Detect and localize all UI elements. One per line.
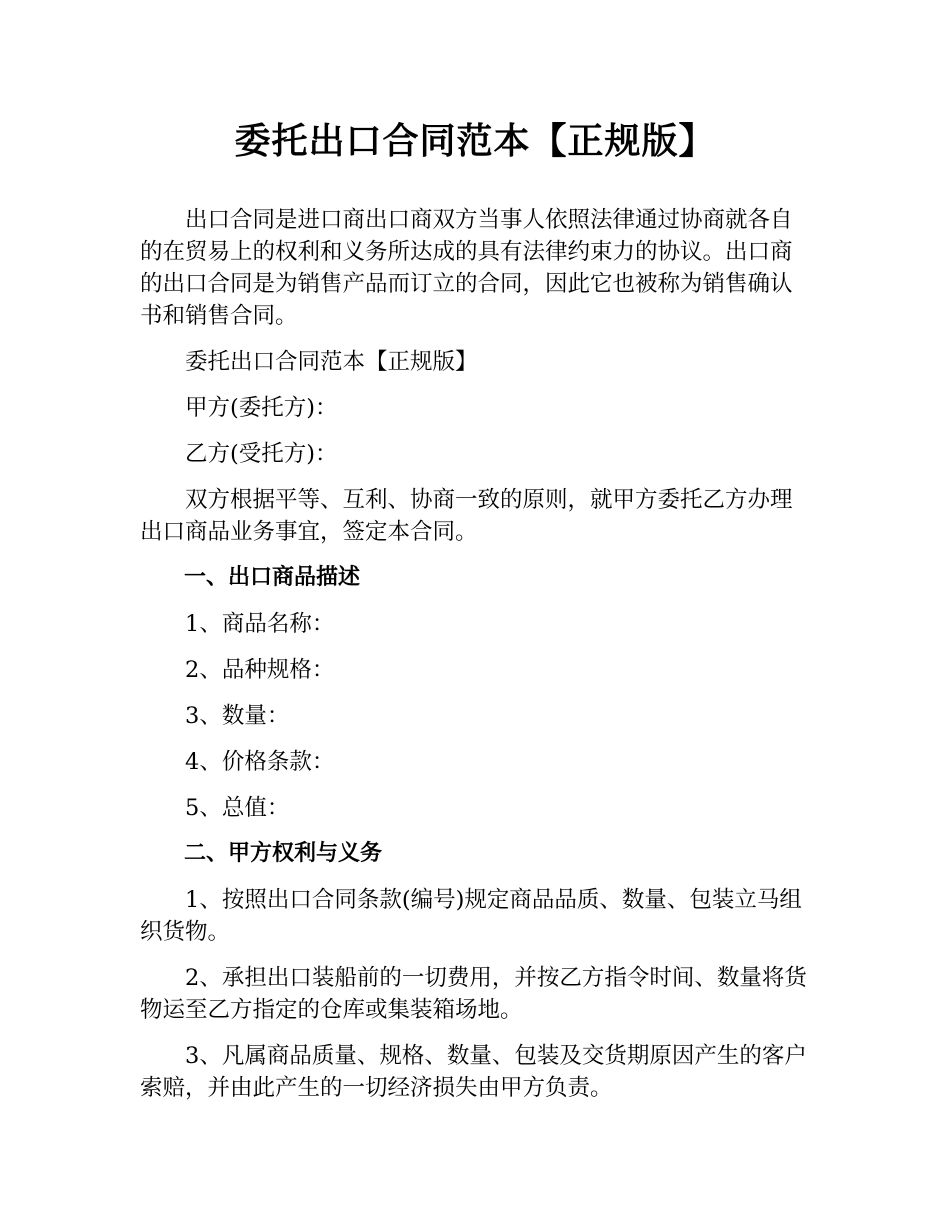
section-2-item: 3、凡属商品质量、规格、数量、包装及交货期原因产生的客户索赔，并由此产生的一切经济损失由甲方负责。: [140, 1043, 807, 1101]
section-1-item: 2、品种规格：: [185, 657, 335, 683]
section-1-heading: 一、出口商品描述: [184, 565, 361, 590]
party-a-line: 甲方(委托方)：: [185, 395, 338, 421]
section-1-item: 1、商品名称：: [185, 611, 335, 637]
section-2-item: 1、按照出口合同条款(编号)规定商品品质、数量、包装立马组织货物。: [140, 887, 802, 945]
intro-paragraph: 出口合同是进口商出口商双方当事人依照法律通过协商就各自的在贸易上的权利和义务所达成的具有法律约束力的协议。出口商的出口合同是为销售产品而订立的合同，因此它也被称为销售确认书和销售合同。: [140, 207, 793, 329]
section-1-item: 5、总值：: [185, 795, 290, 821]
document-body: [140, 204, 812, 1118]
section-1-item: 3、数量：: [185, 703, 290, 729]
preamble-paragraph: 双方根据平等、互利、协商一致的原则，就甲方委托乙方办理出口商品业务事宜，签定本合同。: [140, 487, 793, 545]
subtitle: 委托出口合同范本【正规版】: [185, 349, 478, 375]
section-2-heading: 二、甲方权利与义务: [184, 841, 383, 866]
document-title: 委托出口合同范本【正规版】: [234, 121, 716, 162]
party-b-line: 乙方(受托方)：: [185, 441, 338, 467]
section-1-item: 4、价格条款：: [185, 749, 335, 775]
section-2-item: 2、承担出口装船前的一切费用，并按乙方指令时间、数量将货物运至乙方指定的仓库或集装箱场地。: [140, 965, 807, 1023]
